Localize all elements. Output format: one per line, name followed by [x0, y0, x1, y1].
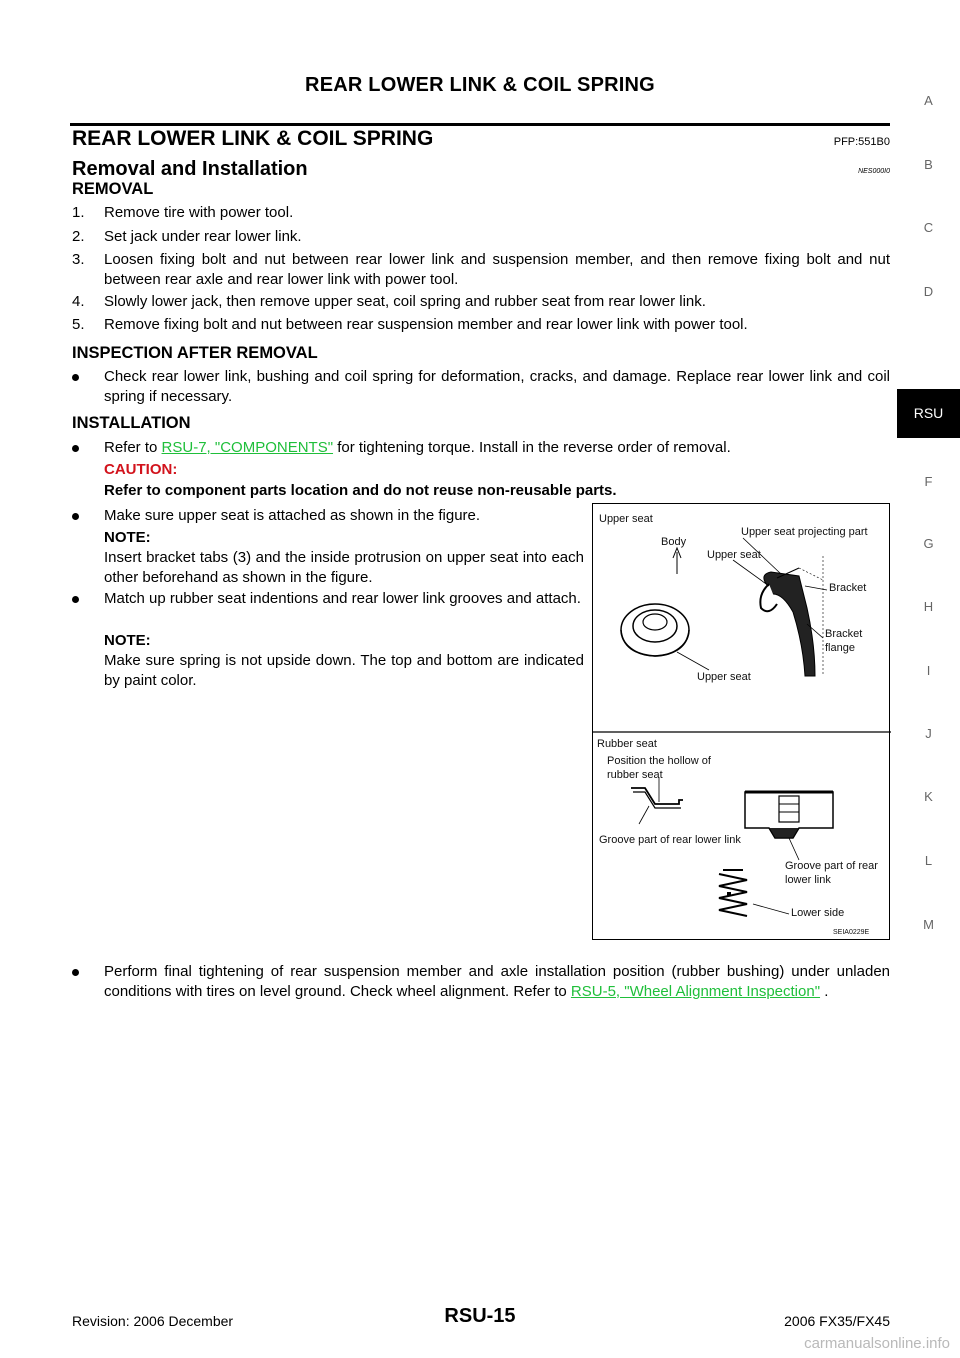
- footer-page-number: RSU-15: [444, 1305, 516, 1327]
- figure-label-upper-seat-title: Upper seat: [599, 513, 653, 525]
- watermark: carmanualsonline.info: [804, 1335, 950, 1352]
- step-number: 3.: [72, 251, 85, 268]
- side-index-letter[interactable]: F: [924, 474, 933, 489]
- removal-step: [72, 227, 890, 247]
- subsection-title: Removal and Installation: [72, 158, 308, 180]
- bullet-text: Check rear lower link, bushing and coil spring for deformation, cracks, and damage. Replace rear lower link and coil spring if necessary.: [104, 368, 890, 405]
- side-index-letter[interactable]: D: [923, 284, 934, 299]
- step-text: Set jack under rear lower link.: [104, 228, 302, 245]
- footer-model: 2006 FX35/FX45: [784, 1313, 890, 1329]
- note-text: Make sure spring is not upside down. The top and bottom are indicated by paint color.: [104, 652, 584, 689]
- running-header: REAR LOWER LINK & COIL SPRING: [305, 74, 655, 96]
- figure-label-bracket: Bracket: [829, 582, 867, 594]
- bullet-icon: [72, 596, 79, 603]
- side-index-letter[interactable]: I: [926, 663, 931, 678]
- figure-drawing: [593, 504, 891, 941]
- step-text: Remove fixing bolt and nut between rear suspension member and rear lower link with power tool.: [104, 316, 748, 333]
- note-label: NOTE:: [104, 632, 151, 649]
- side-index-letter[interactable]: K: [924, 789, 933, 804]
- removal-heading: REMOVAL: [72, 180, 154, 198]
- removal-step: [72, 203, 890, 223]
- installation-heading: INSTALLATION: [72, 414, 191, 432]
- title-rule: [70, 123, 890, 126]
- removal-step: [72, 315, 890, 335]
- side-index-letter[interactable]: L: [924, 853, 933, 868]
- figure-code: SEIA0229E: [833, 929, 870, 936]
- section-title: REAR LOWER LINK & COIL SPRING: [72, 127, 434, 150]
- step-number: 2.: [72, 228, 85, 245]
- step-text: Remove tire with power tool.: [104, 204, 294, 221]
- bullet-item: [72, 962, 890, 1002]
- figure-label-groove-left: Groove part of rear lower link: [599, 834, 741, 846]
- bullet-text: [104, 962, 890, 1002]
- figure-label-body: Body: [661, 536, 687, 548]
- figure-label-upper-seat-projecting: Upper seat projecting part: [741, 526, 868, 538]
- wheel-alignment-link[interactable]: RSU-5, "Wheel Alignment Inspection": [570, 983, 821, 1000]
- bullet-text: [104, 438, 890, 458]
- step-number: 1.: [72, 204, 85, 221]
- figure-label-position-hollow-1: Position the hollow of: [607, 755, 711, 767]
- note-label: NOTE:: [104, 529, 151, 546]
- step-number: 5.: [72, 316, 85, 333]
- note-text: Insert bracket tabs (3) and the inside protrusion on upper seat into each other beforehand as shown in the figure.: [104, 549, 584, 586]
- side-index-letter[interactable]: A: [924, 93, 933, 108]
- removal-step: [72, 292, 890, 312]
- bullet-text: Make sure upper seat is attached as shown in the figure.: [104, 507, 481, 524]
- side-index-letter[interactable]: B: [924, 157, 933, 172]
- bullet-text: Match up rubber seat indentions and rear lower link grooves and attach.: [104, 590, 581, 607]
- side-index-letter[interactable]: H: [923, 599, 934, 614]
- figure-label-lower-side: Lower side: [791, 907, 845, 919]
- footer-revision: Revision: 2006 December: [72, 1313, 234, 1329]
- step-text: Slowly lower jack, then remove upper seat, coil spring and rubber seat from rear lower link.: [104, 293, 706, 310]
- removal-step: [72, 250, 890, 290]
- figure-label-groove-right-1: Groove part of rear: [785, 860, 878, 872]
- side-index-letter[interactable]: J: [925, 726, 932, 741]
- section-code: PFP:551B0: [833, 136, 890, 148]
- bullet-text-prefix: Perform final tightening of rear suspension member and axle installation position (rubber bushing) under unladen conditions with tires on level ground. Check wheel alignment. Refer to: [104, 963, 890, 1000]
- step-number: 4.: [72, 293, 85, 310]
- caution-label: CAUTION:: [104, 461, 178, 478]
- figure-label-rubber-seat-title: Rubber seat: [597, 738, 657, 750]
- inspection-heading: INSPECTION AFTER REMOVAL: [72, 344, 318, 362]
- figure-label-bracket-flange-2: flange: [825, 642, 855, 654]
- side-index-letter[interactable]: M: [923, 917, 934, 932]
- bullet-item: [72, 438, 890, 458]
- figure-upper-rubber-seat: [592, 503, 890, 940]
- bullet-icon: [72, 969, 79, 976]
- caution-text: Refer to component parts location and do not reuse non-reusable parts.: [104, 482, 617, 499]
- side-index-letter[interactable]: C: [923, 220, 934, 235]
- bullet-item: [72, 589, 584, 609]
- bullet-item: [72, 367, 890, 407]
- bullet-text-suffix: .: [820, 983, 829, 1000]
- figure-label-bracket-flange-1: Bracket: [825, 628, 863, 640]
- figure-label-groove-right-2: lower link: [785, 874, 831, 886]
- components-link[interactable]: RSU-7, "COMPONENTS": [161, 439, 334, 456]
- side-index-tab-active[interactable]: RSU: [897, 389, 960, 438]
- subsection-code: NES000I0: [858, 168, 890, 175]
- bullet-icon: [72, 513, 79, 520]
- figure-label-upper-seat: Upper seat: [707, 549, 761, 561]
- side-index-letter[interactable]: G: [923, 536, 934, 551]
- bullet-item: [72, 506, 584, 526]
- bullet-icon: [72, 374, 79, 381]
- bullet-text-prefix: Refer to: [104, 439, 162, 456]
- figure-label-position-hollow-2: rubber seat: [607, 769, 663, 781]
- step-text: Loosen fixing bolt and nut between rear lower link and suspension member, and then remove fixing bolt and nut between rear axle and rear lower link with power tool.: [104, 251, 890, 288]
- bullet-icon: [72, 445, 79, 452]
- figure-label-upper-seat-bottom: Upper seat: [697, 671, 751, 683]
- bullet-text-suffix: for tightening torque. Install in the reverse order of removal.: [333, 439, 731, 456]
